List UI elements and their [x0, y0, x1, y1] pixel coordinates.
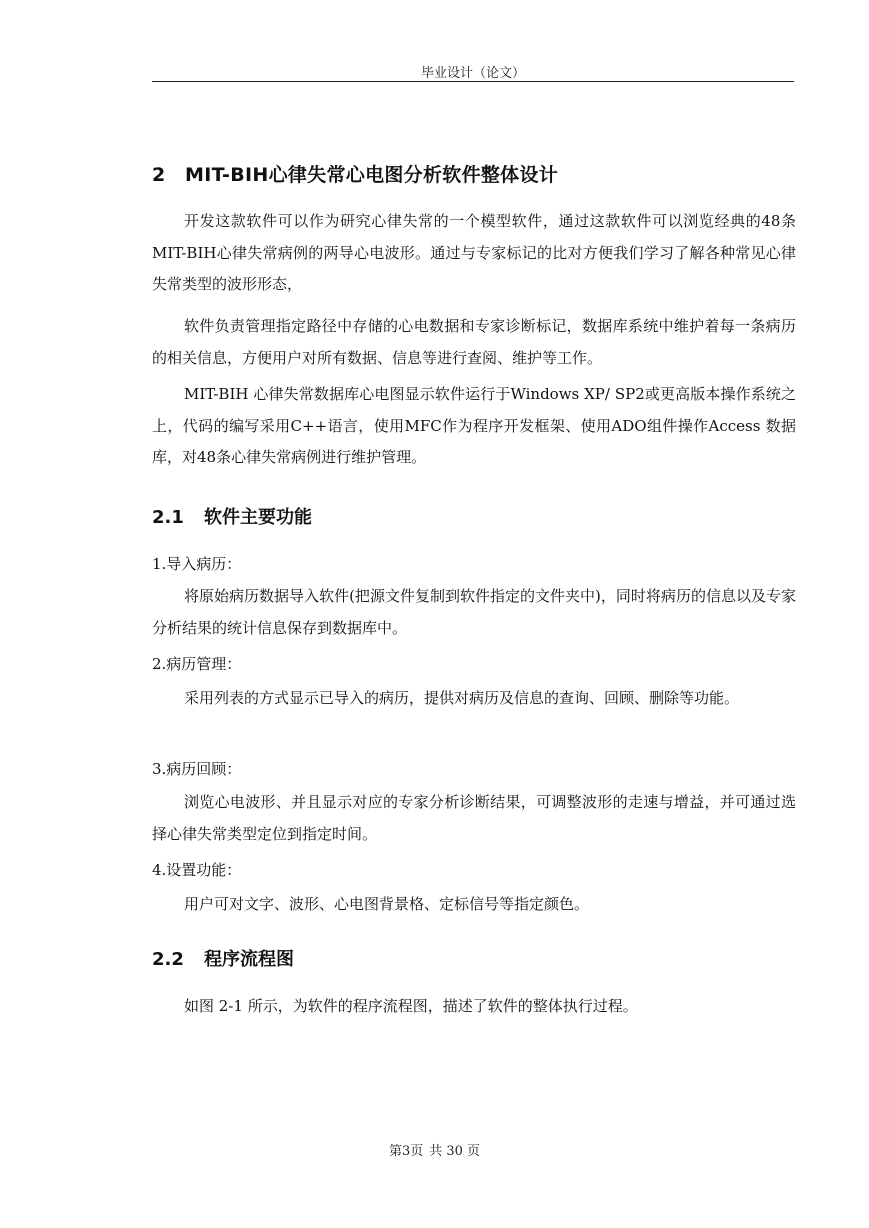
- feature-label: 1.导入病历：: [152, 555, 242, 573]
- section-number: 2: [152, 164, 166, 186]
- subsection-number: 2.2: [152, 949, 184, 970]
- intro-paragraph-3: MIT-BIH 心律失常数据库心电图显示软件运行于Windows XP/ SP2或更高版本操作系统之上，代码的编写采用C++语言，使用MFC作为程序开发框架、使用ADO组件操作Access 数据库，对48条心律失常病例进行维护管理。: [152, 385, 796, 466]
- page-number: 第3页: [388, 1144, 424, 1159]
- page-footer: [0, 1140, 869, 1159]
- subsection-number: 2.1: [152, 507, 184, 528]
- flowchart-paragraph: 如图 2-1 所示，为软件的程序流程图，描述了软件的整体执行过程。: [184, 997, 638, 1015]
- section-heading: [152, 160, 558, 187]
- subsection-title: 软件主要功能: [204, 507, 312, 528]
- section-title: MIT-BIH心律失常心电图分析软件整体设计: [185, 164, 559, 186]
- feature-description: 用户可对文字、波形、心电图背景格、定标信号等指定颜色。: [184, 895, 590, 913]
- feature-description: 浏览心电波形、并且显示对应的专家分析诊断结果，可调整波形的走速与增益，并可通过选择心律失常类型定位到指定时间。: [152, 793, 796, 843]
- feature-description: 采用列表的方式显示已导入的病历，提供对病历及信息的查询、回顾、删除等功能。: [184, 689, 740, 707]
- intro-paragraph-1: 开发这款软件可以作为研究心律失常的一个模型软件，通过这款软件可以浏览经典的48条MIT-BIH心律失常病例的两导心电波形。通过与专家标记的比对方便我们学习了解各种常见心律失常类型的波形形态，: [152, 212, 796, 293]
- page-total: 共 30 页: [429, 1144, 481, 1159]
- header-divider: [152, 81, 794, 82]
- page-header: 毕业设计（论文）: [420, 66, 525, 81]
- subsection-heading-2-2: [152, 945, 294, 971]
- intro-paragraph-2: 软件负责管理指定路径中存储的心电数据和专家诊断标记，数据库系统中维护着每一条病历的相关信息，方便用户对所有数据、信息等进行查阅、维护等工作。: [152, 317, 796, 367]
- feature-label: 4.设置功能：: [152, 861, 242, 879]
- feature-label: 2.病历管理：: [152, 655, 242, 673]
- feature-description: 将原始病历数据导入软件(把源文件复制到软件指定的文件夹中)，同时将病历的信息以及专家分析结果的统计信息保存到数据库中。: [152, 587, 796, 637]
- subsection-heading-2-1: [152, 503, 312, 529]
- subsection-title: 程序流程图: [204, 949, 294, 970]
- feature-label: 3.病历回顾：: [152, 760, 242, 778]
